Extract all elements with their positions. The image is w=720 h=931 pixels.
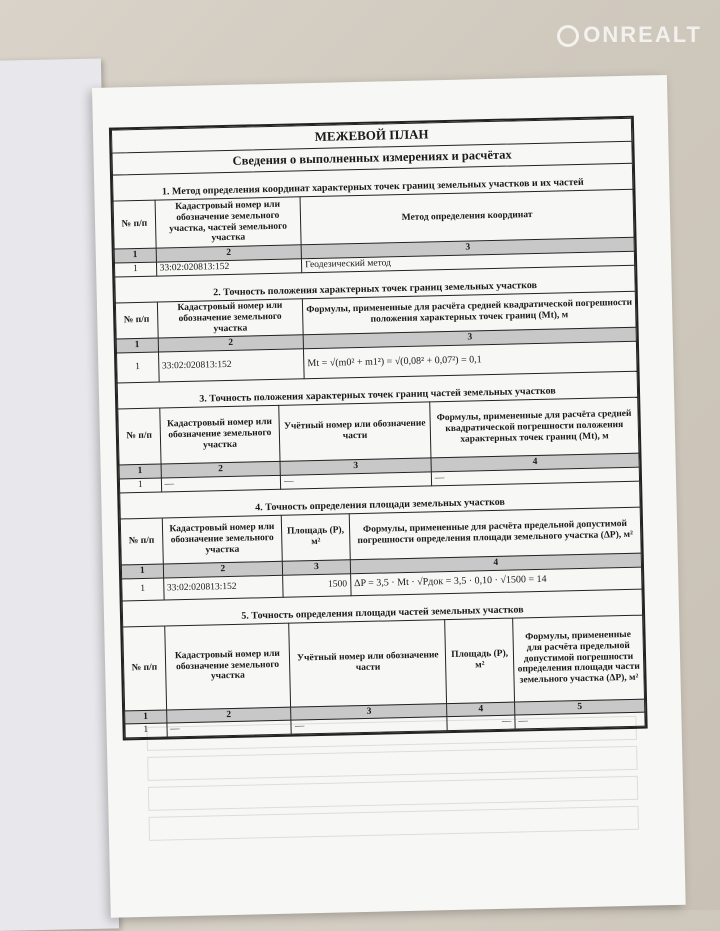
table-cell: —	[291, 717, 447, 734]
section-1-title: 1. Метод определения координат характерных точек границ земельных участков и их частей	[112, 164, 633, 201]
section-2-table	[115, 291, 638, 384]
formula-cell: Mt = √(m0² + m1²) = √(0,08² + 0,07²) = 0,1	[304, 341, 637, 379]
survey-plan-document	[109, 116, 648, 741]
header-cell: Учётный номер или обозначение части	[289, 619, 447, 707]
section-1-table	[113, 189, 636, 278]
header-cell: № п/п	[123, 626, 166, 711]
column-number: 3	[280, 458, 431, 475]
doc-title: МЕЖЕВОЙ ПЛАН	[111, 118, 632, 153]
table-cell: 1	[122, 578, 164, 601]
header-cell: Формулы, примененные для расчёта средней квадратической погрешности положения характерных точек границ (Mt), м	[430, 397, 639, 458]
document-page	[92, 75, 686, 918]
column-number: 1	[116, 338, 158, 353]
column-number: 4	[431, 453, 639, 472]
header-cell: Формулы, примененные для расчёта средней квадратической погрешности положения характерных точек границ (Mt), м	[303, 291, 637, 335]
table-cell: —	[447, 716, 515, 731]
table-cell: 1	[114, 262, 156, 277]
header-cell: Формулы, примененные для расчёта предельной допустимой погрешности определения площади земельного участка (ΔP), м²	[349, 507, 641, 560]
column-number: 3	[291, 703, 447, 720]
section-3-title: 3. Точность положения характерных точек границ частей земельных участков	[117, 371, 638, 408]
section-3-table	[117, 396, 640, 493]
column-number: 2	[166, 707, 291, 724]
header-cell: Площадь (P), м²	[281, 513, 350, 561]
header-cell: Метод определения координат	[300, 189, 634, 245]
bleed-through-shadow	[147, 716, 641, 907]
document-frame	[109, 116, 648, 741]
column-number: 1	[119, 464, 161, 479]
column-number: 3	[301, 237, 634, 258]
header-cell: Кадастровый номер или обозначение земельного участка	[157, 299, 303, 338]
doc-subtitle: Сведения о выполненных измерениях и расчётах	[111, 141, 632, 176]
table-cell: —	[161, 475, 281, 492]
column-number: 2	[161, 461, 281, 478]
header-cell: Кадастровый номер или обозначение земельного участка, частей земельного участка	[155, 197, 302, 248]
column-number: 3	[282, 559, 350, 574]
column-number: 2	[156, 245, 302, 262]
column-number: 1	[121, 564, 163, 579]
table-cell: 33:02:020813:152	[163, 575, 283, 600]
column-number: 3	[303, 327, 636, 348]
column-number: 4	[447, 702, 515, 717]
table-cell: 1	[125, 723, 167, 738]
table-cell: 1500	[283, 573, 351, 597]
header-cell: Кадастровый номер или обозначение земельного участка	[162, 515, 283, 564]
table-cell: 1	[117, 352, 159, 383]
column-number: 4	[350, 553, 641, 574]
header-cell: Площадь (P), м²	[445, 618, 514, 704]
header-cell: № п/п	[113, 200, 156, 249]
formula-cell: ΔP = 3,5 · Mt · √Pдок = 3,5 · 0,10 · √1500 = 14	[350, 567, 642, 596]
header-cell: № п/п	[120, 518, 163, 565]
section-4-table	[120, 506, 643, 601]
table-cell: 33:02:020813:152	[158, 349, 304, 382]
watermark-text: ONREALT	[583, 22, 702, 47]
table-cell: 1	[119, 478, 161, 493]
header-cell: Учётный номер или обозначение части	[279, 402, 431, 461]
column-number: 2	[163, 561, 283, 578]
table-cell: Геодезический метод	[302, 251, 635, 272]
table-cell: —	[167, 721, 292, 738]
column-number: 1	[125, 710, 167, 725]
column-number: 2	[158, 335, 304, 352]
header-cell: Кадастровый номер или обозначение земельного участка	[159, 405, 280, 464]
column-number: 1	[114, 248, 156, 263]
section-5-table	[122, 614, 645, 739]
watermark	[557, 22, 702, 48]
section-2-title: 2. Точность положения характерных точек границ земельных участков	[114, 266, 635, 303]
table-cell: —	[281, 472, 432, 489]
table-cell: —	[431, 467, 639, 486]
header-cell: № п/п	[115, 302, 157, 339]
watermark-ring-icon	[557, 25, 579, 47]
section-5-title: 5. Точность определения площади частей земельных участков	[122, 589, 643, 626]
table-cell: 33:02:020813:152	[156, 259, 302, 276]
header-cell: Кадастровый номер или обозначение земельного участка	[164, 623, 291, 710]
table-cell: —	[515, 713, 645, 730]
section-4-title: 4. Точность определения площади земельных участков	[119, 481, 640, 518]
header-cell: № п/п	[118, 408, 161, 465]
header-cell: Формулы, примененные для расчёта предельной допустимой погрешности определения площади части земельного участка (ΔP), м²	[513, 615, 645, 702]
column-number: 5	[515, 699, 645, 716]
